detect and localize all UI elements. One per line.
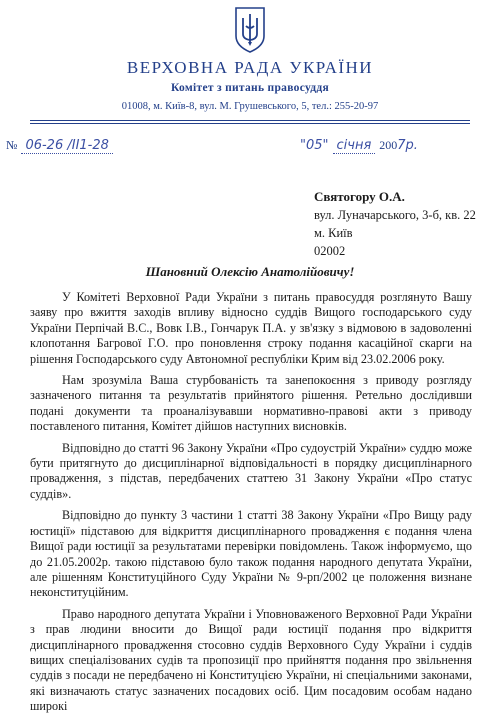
date-year-hand: 7р. (397, 138, 418, 153)
org-title: ВЕРХОВНА РАДА УКРАЇНИ (126, 58, 374, 77)
number-prefix: № (6, 138, 18, 152)
recipient-street: вул. Луначарського, 3-б, кв. 22 (314, 208, 476, 222)
letter-body (30, 290, 472, 721)
recipient-block (314, 188, 476, 260)
trident-emblem-icon (233, 6, 267, 54)
header-divider-secondary (30, 123, 470, 124)
date-day: "05" (300, 138, 329, 153)
letter-date (300, 136, 418, 154)
paragraph: Відповідно до статті 96 Закону України «Про судоустрій України» суддю може бути притягнуто до дисциплінарної відповідальності в порядку дисциплінарного провадження, з підстав, передбачених статтею 31 Закону України «Про статус суддів». (30, 440, 472, 501)
org-address: 01008, м. Київ-8, вул. М. Грушевського, 5, тел.: 255-20-97 (121, 101, 379, 112)
recipient-name: Святогору О.А. (314, 189, 405, 204)
salutation: Шановний Олексію Анатолійовичу! (145, 264, 355, 279)
paragraph: У Комітеті Верховної Ради України з питань правосуддя розглянуто Вашу заяву про вжиття заходів впливу відносно суддів Вищого господарського суду України Перпічай В.С., Вовк І.В., Гончарук П.А. у зв'язку з відмовою в задоволенні клопотання Багрової Г.О. про поновлення строку подання касаційної скарги на рішення Господарського суду Автономної республіки Крим від 23.02.2006 року. (30, 290, 472, 366)
handwritten-number: 06-26 /ІІ1-28 (21, 138, 112, 154)
date-month: січня (333, 138, 376, 154)
paragraph: Право народного депутата України і Уповноваженого Верховної Ради України з прав людини вносити до Вищої ради юстиції подання про відкриття дисциплінарного провадження стосовно суддів Верховного Суду України і суддів вищих спеціалізованих судів та пропозиції про прийняття подання про звільнення суддів з посади не передбачено ні Конституцією України, ні спеціальними законами, які визначають статус зазначених посадових осіб. Цим посадовим особам надано широкі (30, 606, 472, 714)
date-year-prefix: 200 (379, 138, 398, 152)
paragraph: Нам зрозуміла Ваша стурбованість та занепокоєння з приводу розгляду зазначеного питання та результатів прийнятого рішення. Ретельно дослідивши подані документи та проаналізувавши нормативно-правові акти з приводу поставленого питання, Комітет дійшов наступних висновків. (30, 373, 472, 434)
registration-number (6, 136, 113, 154)
header-divider (30, 120, 470, 121)
recipient-city: м. Київ (314, 226, 353, 240)
paragraph: Відповідно до пункту 3 частини 1 статті 38 Закону України «Про Вищу раду юстиції» підставою для відкриття дисциплінарного провадження є подання члена Вищої ради юстиції за результатами перевірки повідомлень. Також інформуємо, що до 21.05.2002р. такою підставою було також подання народного депутата України, але рішенням Конституційного Суду України № 9-рп/2002 це положення визнане неконституційним. (30, 508, 472, 600)
recipient-postcode: 02002 (314, 244, 346, 258)
committee-name: Комітет з питань правосуддя (170, 82, 330, 94)
